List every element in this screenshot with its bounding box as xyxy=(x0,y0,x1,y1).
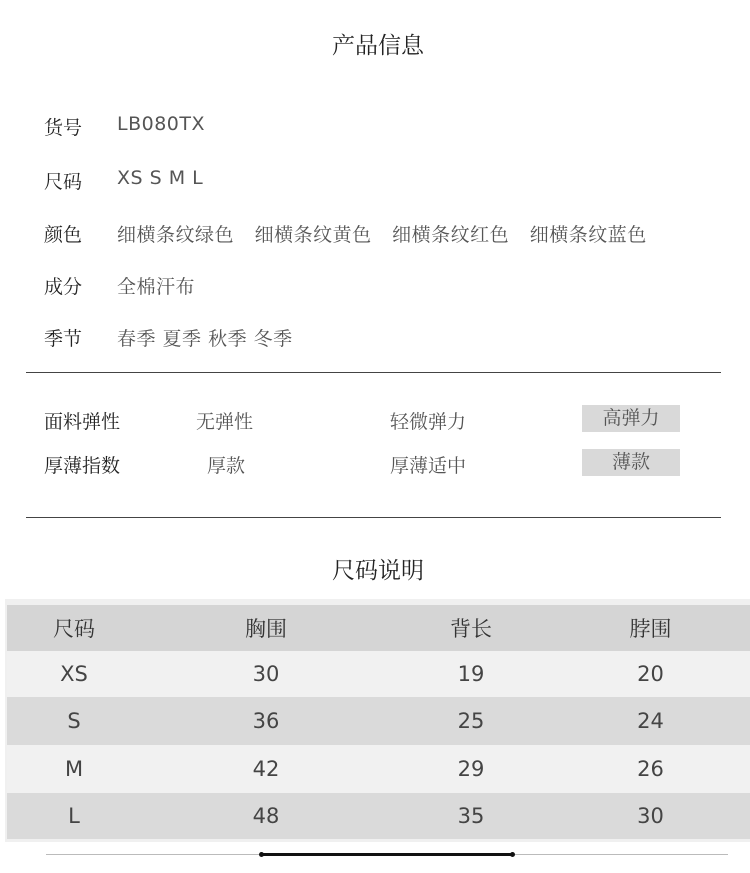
cell-back-length: 19 xyxy=(457,662,485,686)
cell-back-length: 25 xyxy=(457,709,485,733)
divider-bottom xyxy=(26,517,721,518)
material-label: 成分 xyxy=(44,276,83,298)
cell-neck: 24 xyxy=(637,709,664,733)
color-option-red: 细横条纹红色 xyxy=(392,224,510,246)
bottom-rule-center xyxy=(262,853,512,856)
table-row xyxy=(7,793,750,839)
sku-label: 货号 xyxy=(44,117,83,139)
material-value: 全棉汗布 xyxy=(117,276,196,298)
elasticity-option-none: 无弹性 xyxy=(196,411,254,433)
header-chest: 胸围 xyxy=(245,617,287,641)
product-info-title: 产品信息 xyxy=(332,33,424,59)
season-label: 季节 xyxy=(44,328,83,350)
cell-size: M xyxy=(64,757,84,781)
divider-top xyxy=(26,372,721,373)
size-table xyxy=(5,599,750,842)
cell-size: XS xyxy=(60,662,88,686)
season-value: 春季 夏季 秋季 冬季 xyxy=(117,328,293,350)
table-row xyxy=(7,651,750,697)
color-label: 颜色 xyxy=(44,224,83,246)
thickness-option-medium: 厚薄适中 xyxy=(390,455,467,477)
color-options xyxy=(117,220,661,247)
thickness-label: 厚薄指数 xyxy=(44,455,121,477)
cell-size: L xyxy=(68,804,80,828)
cell-back-length: 29 xyxy=(457,757,485,781)
header-neck: 脖围 xyxy=(629,617,672,641)
bottom-rule-left xyxy=(46,854,260,855)
size-label: 尺码 xyxy=(44,171,83,193)
cell-neck: 20 xyxy=(637,662,664,686)
header-size: 尺码 xyxy=(53,617,95,641)
cell-chest: 30 xyxy=(252,662,280,686)
cell-size: S xyxy=(67,709,81,733)
cell-neck: 30 xyxy=(637,804,664,828)
sku-value: LB080TX xyxy=(117,113,206,135)
table-row xyxy=(7,697,750,745)
cell-back-length: 35 xyxy=(457,804,485,828)
bottom-rule-right xyxy=(515,854,728,855)
header-back-length: 背长 xyxy=(450,617,492,641)
bottom-rule-dot-left xyxy=(259,852,264,857)
elasticity-option-high-selected: 高弹力 xyxy=(582,405,680,432)
cell-neck: 26 xyxy=(637,757,664,781)
color-option-blue: 细横条纹蓝色 xyxy=(529,224,647,246)
elasticity-label: 面料弹性 xyxy=(44,411,121,433)
size-value: XS S M L xyxy=(117,167,204,189)
cell-chest: 36 xyxy=(252,709,280,733)
thickness-option-thin-selected: 薄款 xyxy=(582,449,680,476)
cell-chest: 42 xyxy=(252,757,280,781)
thickness-option-thick: 厚款 xyxy=(207,455,246,477)
size-chart-title: 尺码说明 xyxy=(332,558,424,584)
size-table-header xyxy=(7,605,750,651)
cell-chest: 48 xyxy=(252,804,280,828)
color-option-green: 细横条纹绿色 xyxy=(117,224,235,246)
table-row xyxy=(7,745,750,793)
elasticity-option-slight: 轻微弹力 xyxy=(390,411,467,433)
color-option-yellow: 细横条纹黄色 xyxy=(254,224,372,246)
